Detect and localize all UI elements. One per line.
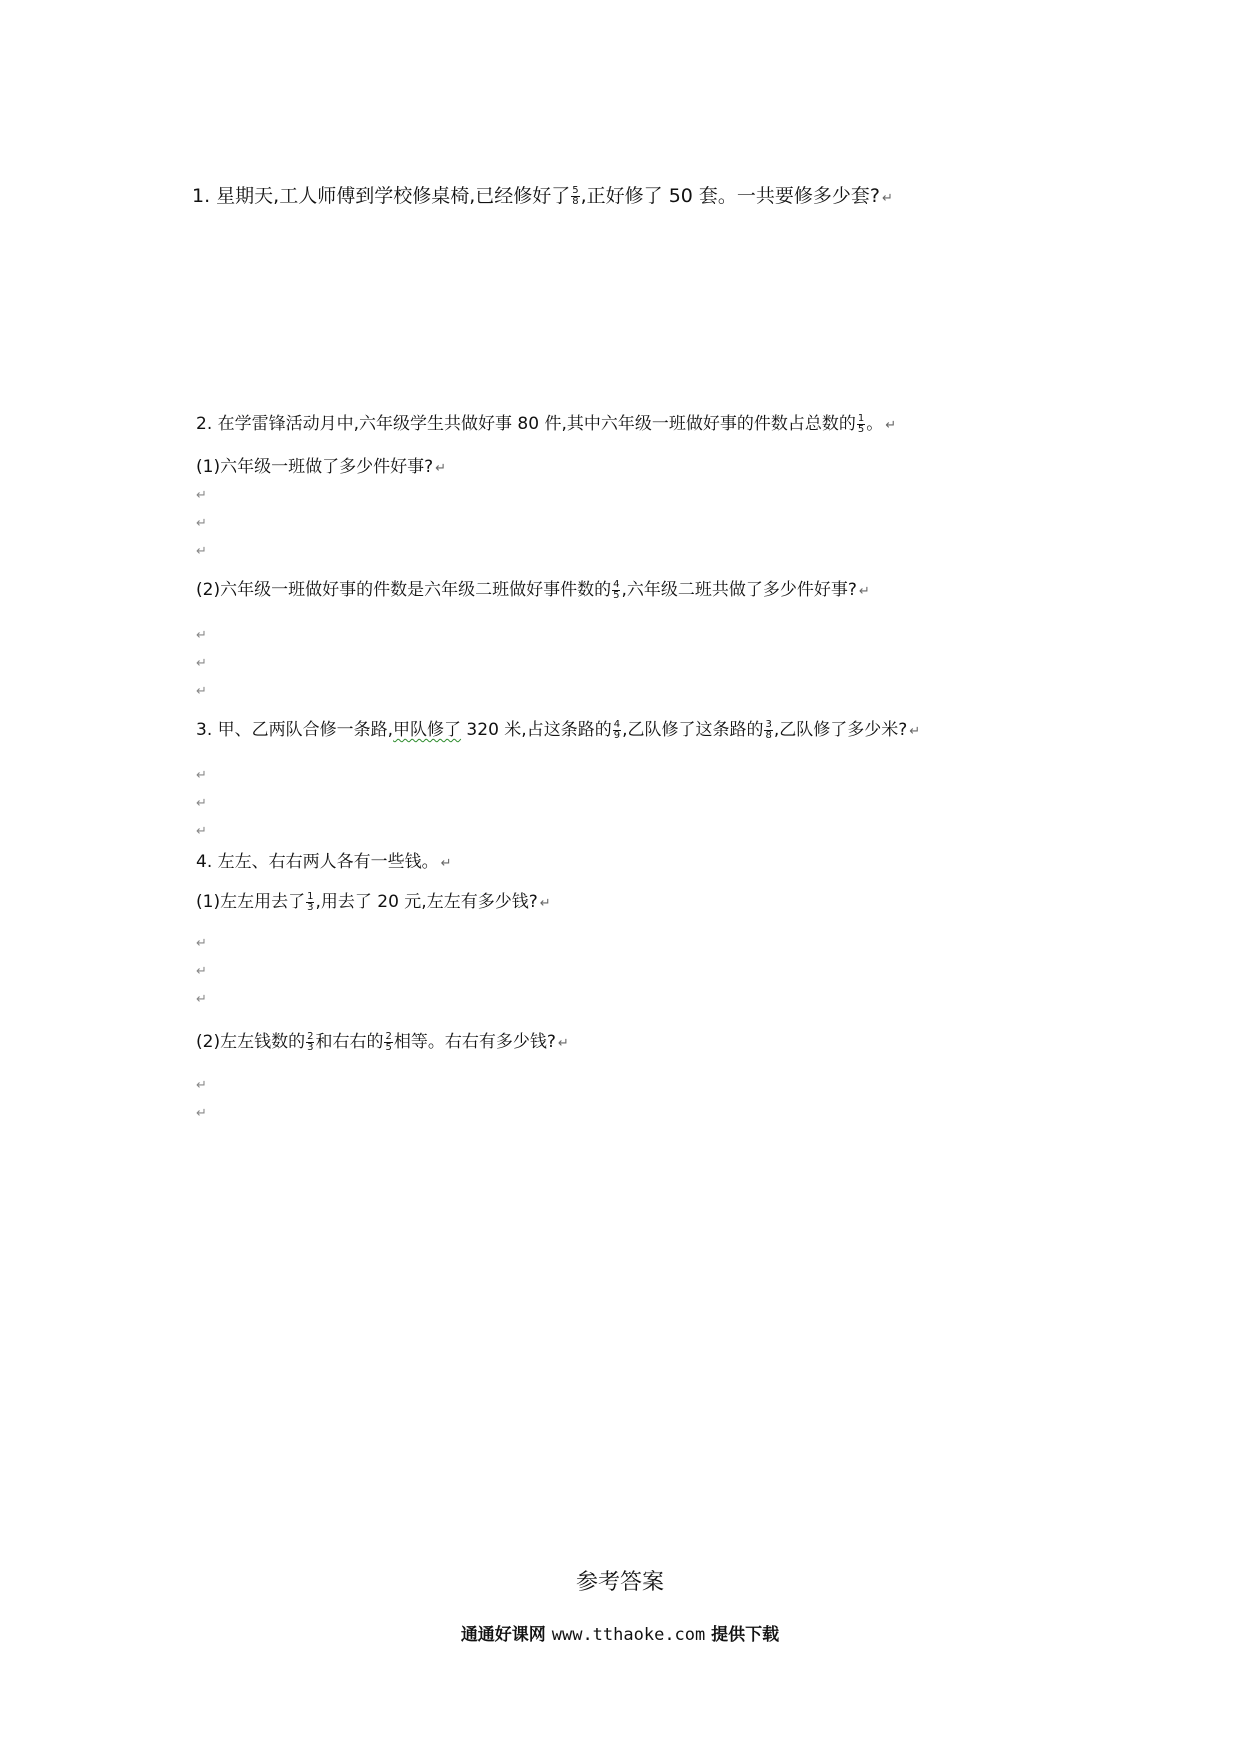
question-4 (196, 850, 452, 876)
return-mark: ↵ (909, 724, 921, 739)
blank-line: ↵ (196, 1106, 207, 1121)
question-3-text-b: 320 米,占这条路的 (461, 720, 612, 740)
footer (0, 1620, 1240, 1645)
question-3 (196, 718, 920, 744)
blank-line: ↵ (196, 964, 207, 979)
return-mark: ↵ (858, 584, 870, 599)
question-4-sub-2-text-c: 相等。右右有多少钱? (393, 1032, 556, 1052)
question-3-text-c: ,乙队修了这条路的 (622, 720, 764, 740)
return-mark: ↵ (539, 896, 551, 911)
spellcheck-underline-text: 甲队修了 (393, 720, 462, 740)
blank-line: ↵ (196, 656, 207, 671)
question-2-sub-2 (196, 578, 870, 604)
question-1-text-a: 1. 星期天,工人师傅到学校修桌椅,已经修好了 (192, 185, 571, 207)
question-4-sub-1-text-a: (1)左左用去了 (196, 892, 306, 912)
fraction: $\frac{3}{8}$ (765, 718, 772, 741)
blank-line: ↵ (196, 992, 207, 1007)
question-2-text-b: 。 (866, 414, 884, 434)
blank-line: ↵ (196, 516, 207, 531)
question-3-text-a: 3. 甲、乙两队合修一条路, (196, 720, 394, 740)
footer-site-name: 通通好课网 (460, 1625, 552, 1645)
question-1 (192, 184, 893, 211)
question-4-sub-2-text-b: 和右右的 (315, 1032, 384, 1052)
fraction: $\frac{2}{3}$ (307, 1030, 314, 1053)
return-mark: ↵ (885, 418, 897, 433)
fraction: $\frac{1}{3}$ (307, 890, 314, 913)
question-2-sub-2-text-a: (2)六年级一班做好事的件数是六年级二班做好事件数的 (196, 580, 612, 600)
question-4-sub-1-text-b: ,用去了 20 元,左左有多少钱? (315, 892, 538, 912)
question-2-text-a: 2. 在学雷锋活动月中,六年级学生共做好事 80 件,其中六年级一班做好事的件数占总数的 (196, 414, 856, 434)
footer-download-text: 提供下载 (705, 1625, 780, 1645)
return-mark: ↵ (557, 1036, 569, 1051)
return-mark: ↵ (882, 191, 893, 206)
fraction: $\frac{5}{8}$ (572, 185, 579, 207)
question-2 (196, 412, 896, 438)
blank-line: ↵ (196, 824, 207, 839)
blank-line: ↵ (196, 684, 207, 699)
question-4-text: 4. 左左、右右两人各有一些钱。 (196, 852, 439, 872)
fraction: $\frac{4}{9}$ (613, 718, 621, 741)
return-mark: ↵ (435, 461, 447, 476)
blank-line: ↵ (196, 544, 207, 559)
blank-line: ↵ (196, 628, 207, 643)
question-4-sub-2 (196, 1030, 569, 1056)
footer-url: www.tthaoke.com (551, 1625, 706, 1645)
question-1-text-b: ,正好修了 50 套。一共要修多少套? (580, 185, 881, 207)
blank-line: ↵ (196, 1078, 207, 1093)
answer-section-title: 参考答案 (575, 1570, 664, 1595)
question-2-sub-2-text-b: ,六年级二班共做了多少件好事? (621, 580, 857, 600)
question-4-sub-2-text-a: (2)左左钱数的 (196, 1032, 306, 1052)
question-4-sub-1 (196, 890, 551, 916)
question-2-sub-1-text: (1)六年级一班做了多少件好事? (196, 457, 434, 477)
return-mark: ↵ (440, 856, 452, 871)
blank-line: ↵ (196, 796, 207, 811)
blank-line: ↵ (196, 936, 207, 951)
question-2-sub-1 (196, 455, 446, 481)
fraction: $\frac{4}{5}$ (613, 578, 620, 601)
fraction: $\frac{2}{5}$ (385, 1030, 392, 1053)
question-3-text-d: ,乙队修了多少米? (773, 720, 908, 740)
blank-line: ↵ (196, 488, 207, 503)
blank-line: ↵ (196, 768, 207, 783)
fraction: $\frac{1}{5}$ (857, 412, 865, 435)
